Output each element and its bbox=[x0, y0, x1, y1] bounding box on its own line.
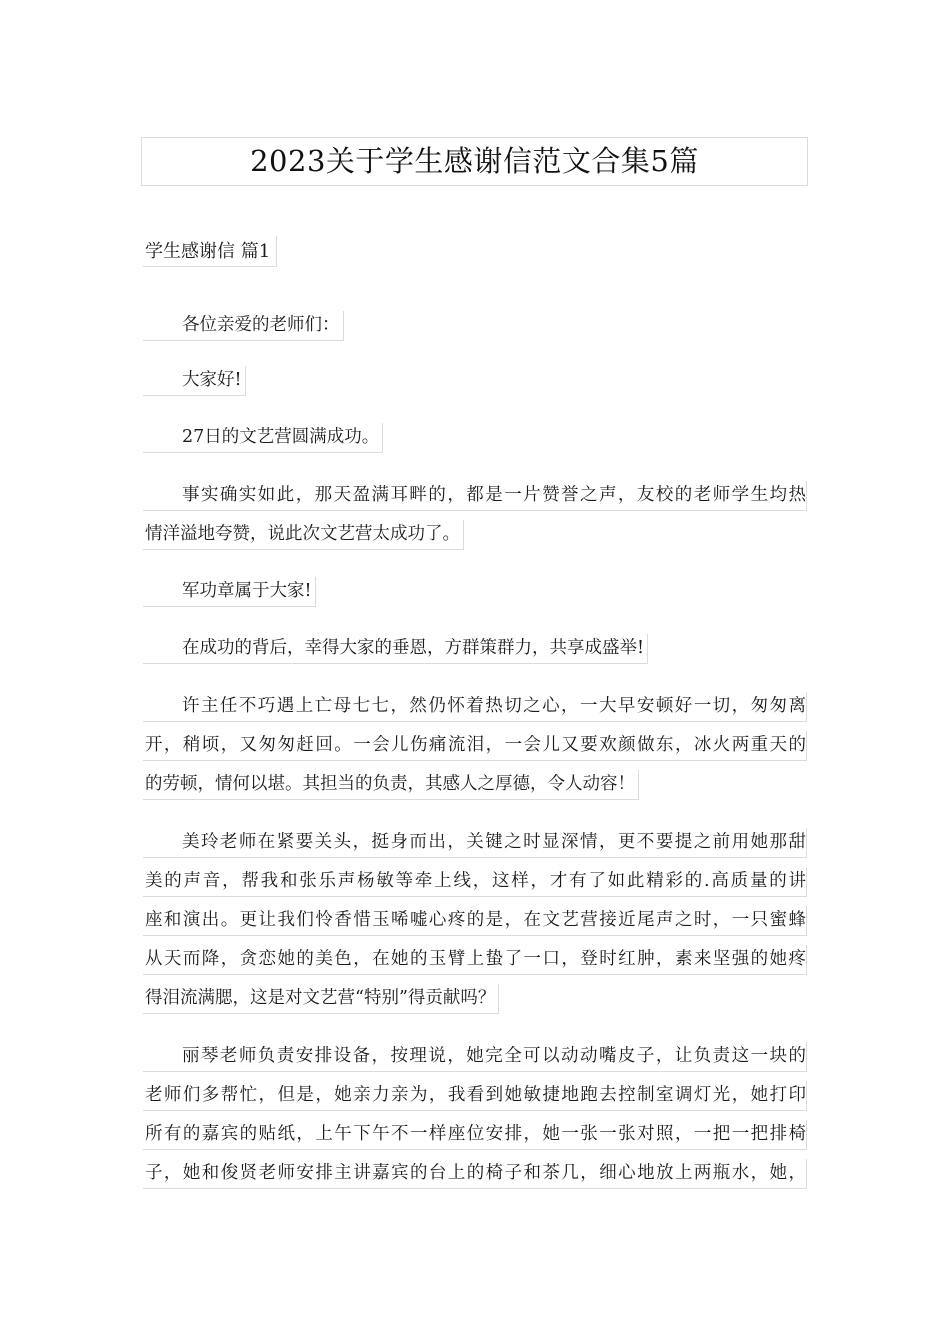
paragraph-line: 大家好! bbox=[143, 366, 246, 396]
document-title: 2023关于学生感谢信范文合集5篇 bbox=[250, 144, 699, 178]
paragraph-line: 座和演出。更让我们怜香惜玉唏嘘心疼的是，在文艺营接近尾声之时，一只蜜蜂 bbox=[143, 906, 807, 936]
paragraph-line: 得泪流满腮，这是对文艺营“特别”得贡献吗？ bbox=[143, 984, 499, 1014]
paragraph-line: 的劳顿，情何以堪。其担当的负责，其感人之厚德，令人动容！ bbox=[143, 770, 639, 800]
paragraph-line: 子，她和俊贤老师安排主讲嘉宾的台上的椅子和茶几，细心地放上两瓶水，她， bbox=[143, 1159, 807, 1189]
paragraph-line: 老师们多帮忙，但是，她亲力亲为，我看到她敏捷地跑去控制室调灯光，她打印 bbox=[143, 1081, 807, 1111]
paragraph-line: 事实确实如此，那天盈满耳畔的，都是一片赞誉之声，友校的老师学生均热 bbox=[143, 481, 807, 511]
section-heading: 学生感谢信 篇1 bbox=[143, 236, 277, 267]
paragraph-line: 丽琴老师负责安排设备，按理说，她完全可以动动嘴皮子，让负责这一块的 bbox=[143, 1042, 807, 1072]
paragraph-line: 27日的文艺营圆满成功。 bbox=[143, 423, 383, 453]
paragraph-line: 情洋溢地夸赞，说此次文艺营太成功了。 bbox=[143, 520, 464, 550]
paragraph-line: 所有的嘉宾的贴纸，上午下午不一样座位安排，她一张一张对照，一把一把排椅 bbox=[143, 1120, 807, 1150]
paragraph-line: 各位亲爱的老师们： bbox=[143, 311, 344, 341]
paragraph-line: 在成功的背后，幸得大家的垂恩，方群策群力，共享成盛举! bbox=[143, 634, 648, 664]
paragraph-line: 美的声音，帮我和张乐声杨敏等牵上线，这样，才有了如此精彩的.高质量的讲 bbox=[143, 867, 807, 897]
paragraph-line: 开，稍顷，又匆匆赶回。一会儿伤痛流泪，一会儿又要欢颜做东，冰火两重天的 bbox=[143, 731, 807, 761]
paragraph-line: 从天而降，贪恋她的美色，在她的玉臂上蛰了一口，登时红肿，素来坚强的她疼 bbox=[143, 945, 807, 975]
paragraph-line: 军功章属于大家! bbox=[143, 577, 316, 607]
paragraph-line: 美玲老师在紧要关头，挺身而出，关键之时显深情，更不要提之前用她那甜 bbox=[143, 828, 807, 858]
title-box bbox=[141, 137, 808, 186]
paragraph-line: 许主任不巧遇上亡母七七，然仍怀着热切之心，一大早安顿好一切，匆匆离 bbox=[143, 692, 807, 722]
